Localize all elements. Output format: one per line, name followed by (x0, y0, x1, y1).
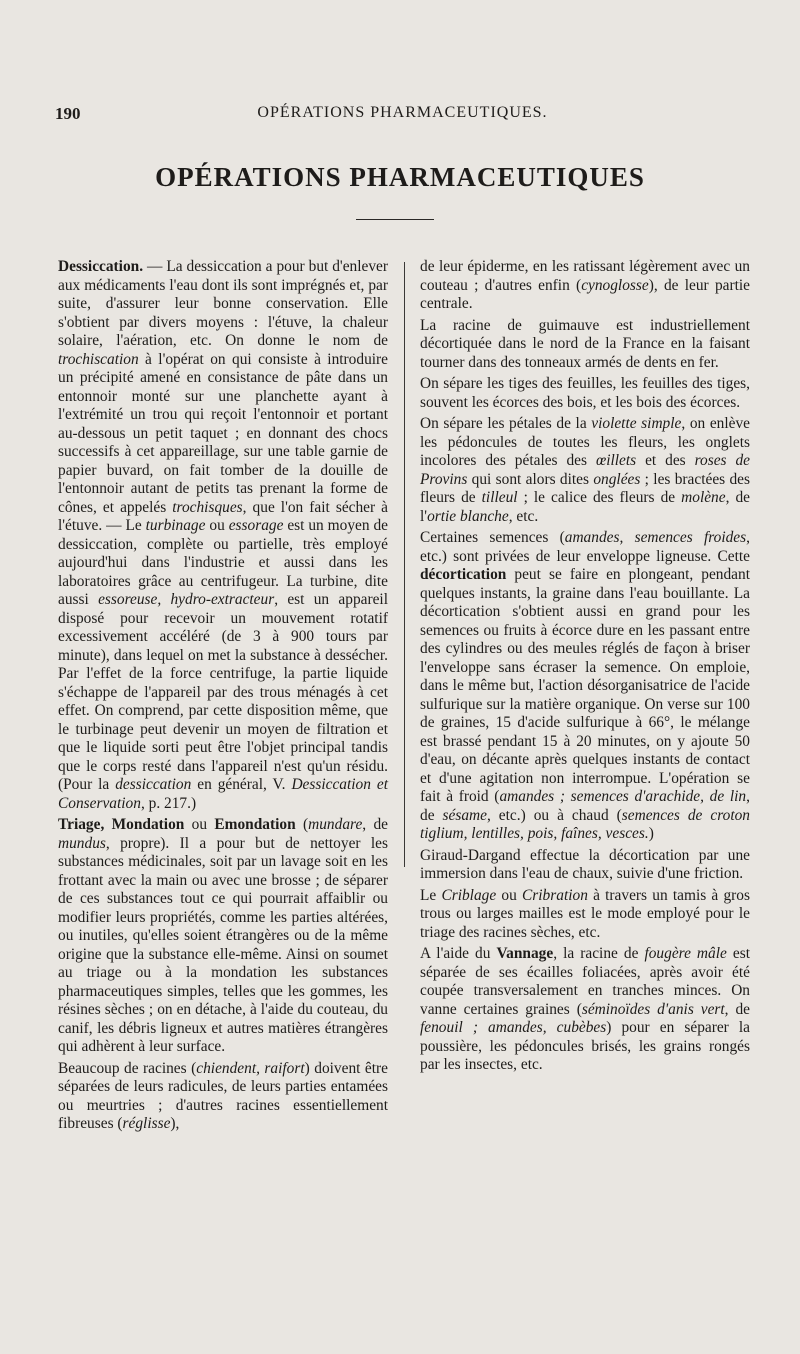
text-run: Certaines semences ( (420, 529, 565, 546)
text-run: peut se faire en plongeant, pendant quelques instants, la graine dans l'eau bouillante. La décortication s'obtient aussi en grand pour les semences ou fruits à écorce dure en les passant entre des cylindres ou des meules réglés de façon à briser l'enveloppe sans écraser la semence. On emploie, dans le même but, l'action désorganisatrice de l'acide sulfurique sur la matière organique. On verse sur 100 de graines, 15 d'acide sulfurique à 66°, le mélange est brassé pendant 15 à 20 minutes, on y ajoute 50 d'eau, on décante après quelques instants de contact et d'une agitation non interrompue. L'opération se fait à froid ( (420, 566, 750, 805)
running-head (55, 104, 750, 128)
italic-term: Dessiccation et Conservation (58, 776, 388, 812)
text-run: Beaucoup de racines ( (58, 1059, 197, 1077)
text-run: à l'opérat on qui consiste à introduire un précipité amené en consistance de pâte dans un entonnoir monté sur une planchette ayant à l'extrémité un trou qui reçoit l'entonnoir et portant au-dessous un petit taquet ; en donnant des chocs successifs à cet appareillage, sur une table garnie de papier buvard, on fait tomber de la douille de l'entonnoir autant de petits tas prenant la forme de cônes, et appelés (58, 350, 388, 516)
term-heading: Dessiccation. (58, 258, 144, 275)
text-run: La racine de guimauve est industriellement décortiquée dans le nord de la France en la faisant tourner dans des tonneaux armés de dents en fer. (420, 316, 750, 371)
term-heading: Vannage (496, 945, 554, 962)
italic-term: Cribration (522, 886, 588, 904)
text-run: ), de leur partie centrale. (420, 276, 750, 312)
italic-term: onglées (593, 470, 641, 488)
paragraph (420, 945, 750, 1075)
text-run: , de (362, 816, 388, 833)
italic-term: amandes, semences froides (564, 529, 747, 546)
paragraph (420, 375, 750, 412)
italic-term: œillets (595, 452, 637, 469)
page-number: 190 (55, 104, 81, 123)
text-run: , etc. (508, 507, 539, 525)
term-heading: décortication (420, 566, 507, 583)
text-run: ) pour en séparer la poussière, les pédoncules brisés, les grains rongés par les insectes, etc. (420, 1019, 751, 1073)
italic-term: sésame (442, 806, 487, 824)
italic-term: trochisques (172, 498, 243, 516)
paragraph (58, 258, 388, 813)
paragraph (420, 415, 750, 526)
text-run: , de (420, 788, 750, 824)
italic-term: roses de Provins (420, 452, 750, 488)
text-run: ; le calice des fleurs de (517, 489, 682, 506)
text-run: , etc.) sont privées de leur enveloppe ligneuse. Cette (420, 529, 750, 565)
italic-term: mundare (308, 816, 363, 833)
paragraph (420, 258, 750, 314)
italic-term: cynoglosse (581, 276, 649, 294)
text-run: , est un appareil disposé pour recevoir un mouvement rotatif excessivement accéléré (de 3 à 900 tours par minute), dans lequel on met la substance à dessécher. Par l'effet de la force centrifuge, la partie liquide s'échappe de l'appareil par des trous ménagés à cet effet. On comprend, par cette disposition même, que le turbinage peut devenir un moyen de filtration et que le liquide sorti peut être l'objet principal tandis que le corps resté dans l'appareil n'est qu'un résidu. (Pour la (58, 591, 388, 793)
text-run: en général, V. (191, 776, 292, 793)
italic-term: Criblage (441, 886, 497, 904)
chapter-title: OPÉRATIONS PHARMACEUTIQUES (155, 162, 645, 192)
italic-term: mundus (58, 834, 106, 852)
text-run: On sépare les tiges des feuilles, les feuilles des tiges, souvent les écorces des bois, et les bois des écorces. (420, 375, 750, 411)
text-run: ou (184, 816, 215, 833)
italic-term: molène (681, 489, 726, 506)
text-run: ) doivent être séparées de leurs radicules, de leurs parties entamées ou meurtries ; d'autres racines essentiellement fibreuses ( (58, 1059, 388, 1132)
text-run: ou (205, 517, 229, 534)
text-run: , de (724, 1000, 750, 1018)
title-rule (356, 219, 434, 220)
text-run: qui sont alors dites (467, 470, 594, 488)
term-heading: Triage, Mondation (58, 816, 185, 833)
text-run: ), (170, 1115, 180, 1132)
text-run: est un moyen de dessiccation, complète ou partielle, très employé aujourd'hui dans l'industrie et aussi dans les laboratoires grâce au centrifugeur. La turbine, dite aussi (58, 517, 388, 608)
text-run: , la racine de (553, 945, 645, 962)
italic-term: dessiccation (115, 776, 192, 793)
text-run: Le (420, 886, 442, 904)
text-run: — La dessiccation a pour but d'enlever aux médicaments l'eau dont ils sont imprégnés et, par suite, d'assurer leur bonne conservation. Elle s'obtient par divers moyens : l'étuve, la chaleur solaire, l'aération, etc. On donne le nom de (58, 258, 388, 349)
text-run: et des (636, 452, 695, 469)
right-column (420, 258, 750, 1078)
italic-term: ortie blanche (427, 507, 509, 525)
term-heading: Emondation (214, 816, 296, 833)
italic-term: violette simple (591, 415, 682, 432)
text-run: ; les bractées des fleurs de (420, 470, 750, 506)
text-run: Giraud-Dargand effectue la décortication par une immersion dans l'eau de chaux, suivie d'une friction. (420, 846, 750, 882)
paragraph (420, 887, 750, 943)
text-run: ou (496, 886, 523, 904)
italic-term: amandes ; semences d'arachide, de lin (499, 788, 747, 805)
text-run: , propre). Il a pour but de nettoyer les substances médicinales, soit par un lavage soit en les frottant avec la main ou avec une brosse ; de séparer de ces substances tout ce qui pourrait affaiblir ou modifier leurs propriétés, comme les parties altérées, ou inutiles, qu'elles soient étrangères ou de la même origine que la substance elle-même. Ainsi on soumet au triage ou à la mondation les substances pharmaceutiques simples, telles que les gommes, les résines sèches ; on en détache, à l'aide du couteau, du canif, les débris ligneux et autres matières étrangères qui adhèrent à leur surface. (58, 834, 388, 1055)
running-title: OPÉRATIONS PHARMACEUTIQUES. (257, 104, 548, 121)
left-column (58, 258, 388, 1137)
italic-term: essorage (228, 517, 284, 534)
text-run: est séparée de ses écailles foliacées, après avoir été coupée transversalement en tranches minces. On vanne certaines graines ( (420, 945, 750, 1018)
italic-term: chiendent, raifort (196, 1059, 305, 1077)
paragraph (420, 317, 750, 373)
text-run: , de l' (420, 489, 750, 525)
text-run: , on enlève les pédoncules de toutes les fleurs, les onglets incolores des pétales des (420, 415, 750, 469)
italic-term: tilleul (481, 489, 518, 506)
text-run: A l'aide du (420, 945, 497, 962)
text-run: ( (295, 816, 309, 833)
italic-term: essoreuse, hydro-extracteur (98, 591, 275, 608)
italic-term: trochiscation (58, 350, 139, 368)
italic-term: réglisse (122, 1115, 171, 1132)
italic-term: fenouil ; amandes, cubèbes (420, 1019, 607, 1036)
text-run: , etc.) ou à chaud ( (486, 806, 622, 824)
text-run: de leur épiderme, en les ratissant légèrement avec un couteau ; d'autres enfin ( (420, 258, 750, 294)
text-run: , que l'on fait sécher à l'étuve. — Le (58, 498, 388, 534)
italic-term: séminoïdes d'anis vert (581, 1000, 725, 1018)
text-run: , p. 217.) (140, 794, 197, 812)
italic-term: fougère mâle (644, 945, 727, 962)
column-divider (404, 262, 405, 867)
paragraph (420, 847, 750, 884)
italic-term: turbinage (145, 517, 206, 534)
text-run: à travers un tamis à gros trous ou larges mailles est le mode employé pour le triage des racines sèches, etc. (420, 886, 750, 941)
italic-term: semences de croton tiglium, lentilles, pois, faînes, vesces. (420, 806, 750, 842)
paragraph (420, 529, 750, 844)
text-run: ) (648, 825, 654, 842)
text-run: On sépare les pétales de la (420, 415, 592, 432)
paragraph (58, 816, 388, 1057)
paragraph (58, 1060, 388, 1134)
